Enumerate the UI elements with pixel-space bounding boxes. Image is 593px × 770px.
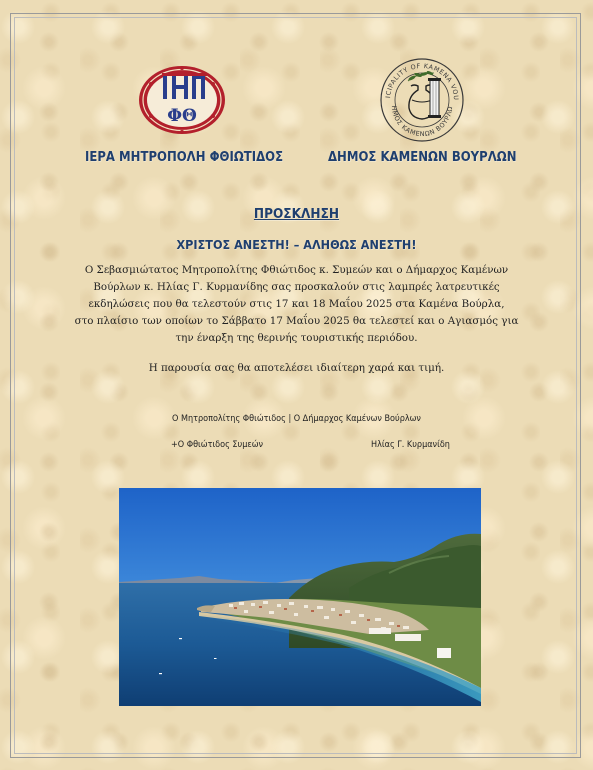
invitation-title: ΠΡΟΣΚΛΗΣΗ [253,206,340,222]
kamena-vourla-aerial-photo [119,488,481,706]
easter-greeting: ΧΡΙΣΤΟΣ ΑΝΕΣΤΗ! – ΑΛΗΘΩΣ ΑΝΕΣΤΗ! [176,237,417,252]
paragraph-line: Ο Σεβασμιώτατος Μητροπολίτης Φθιώτιδος κ. Συμεών και ο Δήμαρχος Καμένων [84,264,509,276]
paragraph-line: εκδηλώσεις που θα τελεστούν στις 17 και 18 Μαΐου 2025 στα Καμένα Βούρλα, [88,298,505,310]
metropolis-name: ΙΕΡΑ ΜΗΤΡΟΠΟΛΗ ΦΘΙΩΤΙΔΟΣ [85,150,284,165]
invitation-paragraph [0,262,593,347]
signatory-titles: Ο Μητροπολίτης Φθιώτιδος | Ο Δήμαρχος Καμένων Βούρλων [172,414,421,424]
paragraph-line: την έναρξη της θερινής τουριστικής περιόδου. [175,332,418,344]
mayor-signature-name: Ηλίας Γ. Κυρμανίδη [371,440,450,450]
metropolitan-signature-name: +Ο Φθιώτιδος Συμεών [171,440,264,450]
paragraph-line: Βούρλων κ. Ηλίας Γ. Κυρμανίδης σας προσκαλούν στις λαμπρές λατρευτικές [93,281,500,293]
municipality-name: ΔΗΜΟΣ ΚΑΜΕΝΩΝ ΒΟΥΡΛΩΝ [328,150,517,165]
metropolis-emblem-logo [137,64,227,136]
closing-sentence: Η παρουσία σας θα αποτελέσει ιδιαίτερη χαρά και τιμή. [148,362,445,374]
municipality-seal-logo [378,56,466,144]
svg-text:ΦΘ: ΦΘ [167,106,197,126]
svg-text:MUNICIPALITY OF KAMENA VOURLA: ICIPALITY OF KAMENA VOU [384,61,461,101]
svg-text:ΔΗΜΟΣ ΚΑΜΕΝΩΝ ΒΟΥΡΛΩΝ: ΗΜΟΣ ΚΑΜΕΝΩΝ ΒΟΥΡΛΩ [389,105,455,139]
paragraph-line: στο πλαίσιο των οποίων το Σάββατο 17 Μαΐου 2025 θα τελεστεί και ο Αγιασμός για [74,315,519,327]
